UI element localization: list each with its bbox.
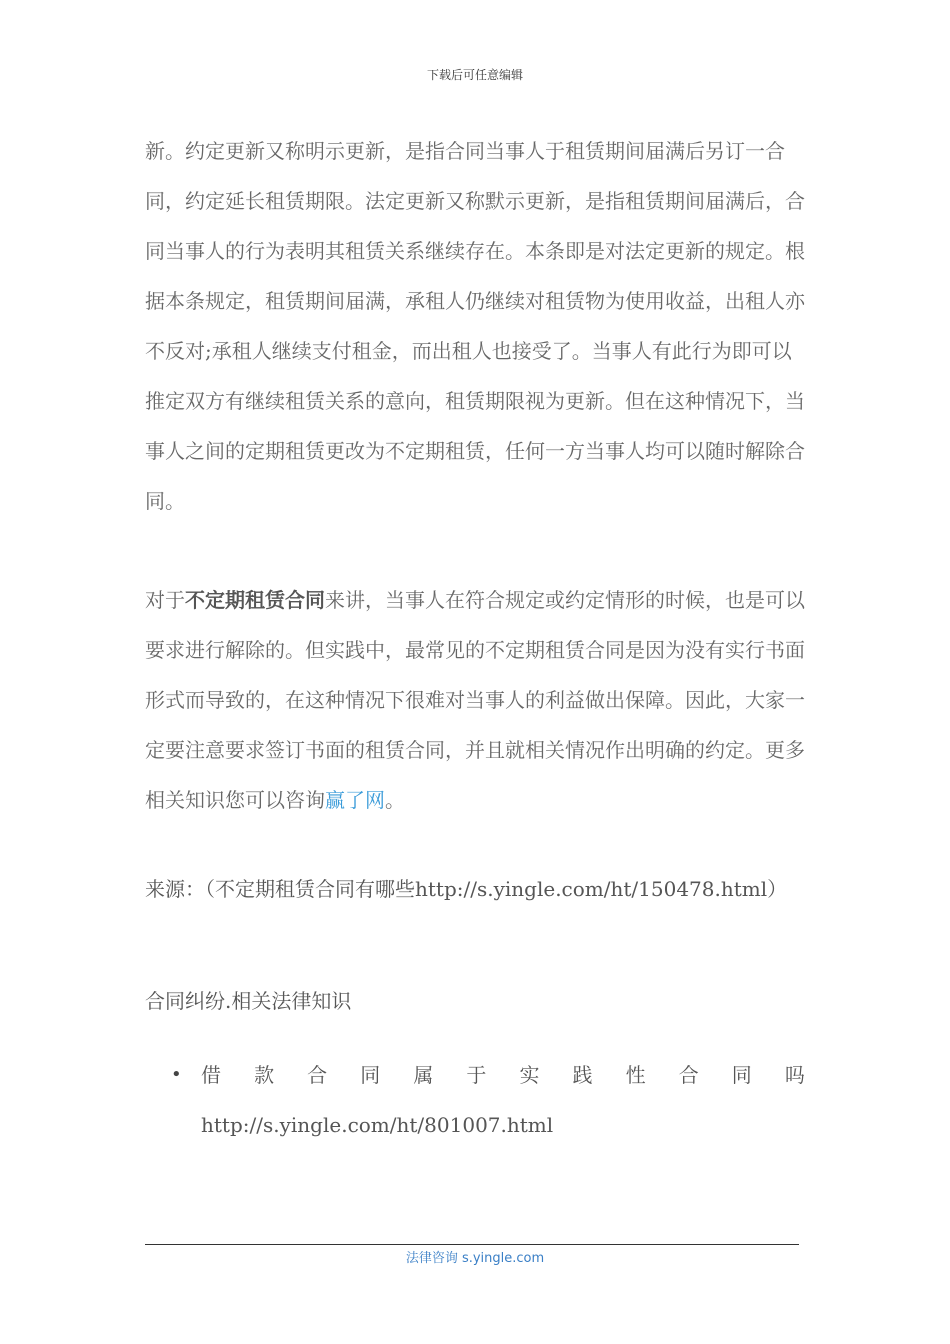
related-title-char: 合 bbox=[678, 1063, 699, 1087]
paragraph-suffix: 。 bbox=[385, 788, 405, 812]
related-title-char: 同 bbox=[360, 1063, 381, 1087]
related-article-url[interactable]: http://s.yingle.com/ht/801007.html bbox=[201, 1113, 554, 1137]
yingle-link[interactable]: 赢了网 bbox=[325, 788, 385, 812]
source-text: （不定期租赁合同有哪些http://s.yingle.com/ht/150478.html） bbox=[205, 877, 788, 901]
footer-text: 法律咨询 s.yingle.com bbox=[405, 1251, 545, 1266]
related-title-char: 吗 bbox=[784, 1063, 805, 1087]
related-title-char: 性 bbox=[625, 1063, 646, 1087]
footer-divider bbox=[145, 1244, 799, 1245]
related-title-char: 同 bbox=[731, 1063, 752, 1087]
related-title-char: 践 bbox=[572, 1063, 593, 1087]
body-paragraph-2 bbox=[145, 575, 805, 825]
related-title-char: 合 bbox=[307, 1063, 328, 1087]
source-label: 来源： bbox=[145, 877, 205, 901]
page-header: 下载后可任意编辑 bbox=[426, 68, 523, 82]
related-title-char: 于 bbox=[466, 1063, 487, 1087]
related-article-title[interactable] bbox=[201, 1050, 805, 1100]
body-paragraph-1: 新。约定更新又称明示更新，是指合同当事人于租赁期间届满后另订一合同，约定延长租赁期限。法定更新又称默示更新，是指租赁期间届满后，合同当事人的行为表明其租赁关系继续存在。本条即是对法定更新的规定。根据本条规定，租赁期间届满，承租人仍继续对租赁物为使用收益，出租人亦不反对;承租人继续支付租金，而出租人也接受了。当事人有此行为即可以推定双方有继续租赁关系的意向，租赁期限视为更新。但在这种情况下，当事人之间的定期租赁更改为不定期租赁，任何一方当事人均可以随时解除合同。 bbox=[145, 139, 805, 513]
paragraph-body: 来讲，当事人在符合规定或约定情形的时候，也是可以要求进行解除的。但实践中，最常见的不定期租赁合同是因为没有实行书面形式而导致的，在这种情况下很难对当事人的利益做出保障。因此，大家一定要注意要求签订书面的租赁合同，并且就相关情况作出明确的约定。更多相关知识您可以咨询 bbox=[145, 588, 805, 812]
paragraph-prefix: 对于 bbox=[145, 588, 185, 612]
related-title-char: 属 bbox=[413, 1063, 434, 1087]
related-title-char: 实 bbox=[519, 1063, 540, 1087]
category-heading: 合同纠纷.相关法律知识 bbox=[145, 989, 352, 1013]
related-article-item[interactable] bbox=[145, 1050, 805, 1150]
source-line bbox=[145, 864, 805, 914]
related-title-char: 款 bbox=[254, 1063, 275, 1087]
bold-term: 不定期租赁合同 bbox=[185, 588, 325, 612]
related-article-list bbox=[145, 1050, 805, 1150]
related-title-char: 借 bbox=[201, 1063, 221, 1087]
bullet-icon: • bbox=[171, 1064, 182, 1085]
